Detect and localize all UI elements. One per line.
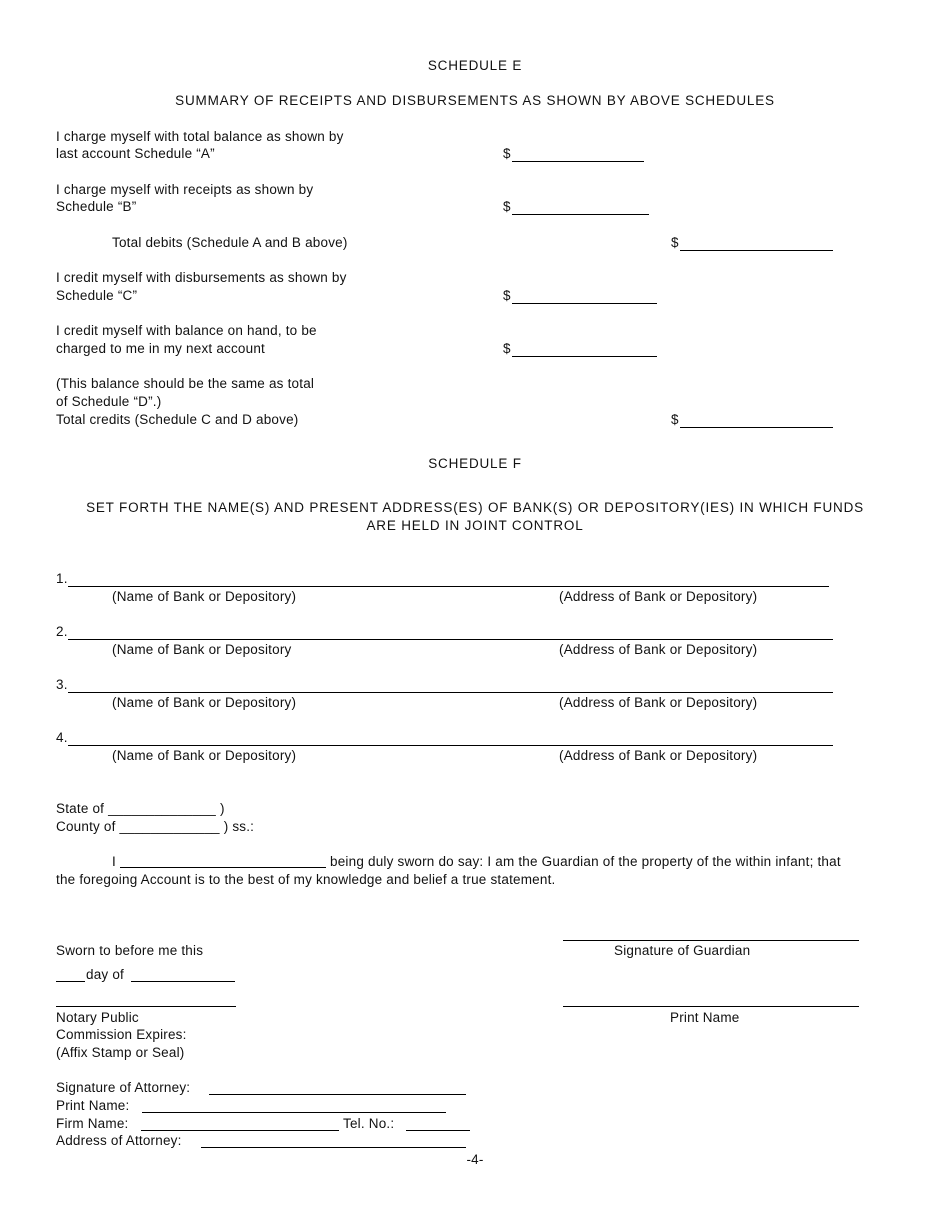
entry-number: 4.: [56, 730, 68, 745]
bank-name-label: (Name of Bank or Depository): [112, 695, 297, 710]
entry-number: 2.: [56, 624, 68, 639]
oath-text-line2: the foregoing Account is to the best of my knowledge and belief a true statement.: [56, 872, 556, 887]
schedule-f-heading-line2: ARE HELD IN JOINT CONTROL: [366, 518, 584, 533]
balance-last-account-field[interactable]: [512, 161, 644, 162]
attorney-print-name-field[interactable]: [142, 1112, 446, 1113]
guardian-signature-field[interactable]: [563, 940, 859, 941]
attorney-print-name-label: Print Name:: [56, 1098, 130, 1113]
row3-line2: Schedule “C”: [56, 288, 138, 303]
commission-expires-label: Commission Expires:: [56, 1027, 187, 1042]
bank-entry-2-field[interactable]: [68, 639, 833, 640]
row4-line2: charged to me in my next account: [56, 341, 266, 356]
notary-public-label: Notary Public: [56, 1010, 139, 1025]
currency-sign: $: [671, 412, 679, 427]
tel-label: Tel. No.:: [343, 1116, 395, 1131]
note-line2: of Schedule “D”.): [56, 394, 162, 409]
county-of-line[interactable]: County of _____________ ) ss.:: [56, 819, 255, 834]
oath-text: being duly sworn do say: I am the Guardian of the property of the within infant; that: [330, 854, 841, 869]
attorney-signature-label: Signature of Attorney:: [56, 1080, 191, 1095]
sworn-before-label: Sworn to before me this: [56, 943, 204, 958]
attorney-address-field[interactable]: [201, 1147, 466, 1148]
row2-line1: I charge myself with receipts as shown by: [56, 182, 314, 197]
attorney-address-label: Address of Attorney:: [56, 1133, 182, 1148]
print-name-label: Print Name: [670, 1010, 740, 1025]
bank-name-label: (Name of Bank or Depository): [112, 748, 297, 763]
attorney-signature-field[interactable]: [209, 1094, 466, 1095]
bank-address-label: (Address of Bank or Depository): [559, 748, 758, 763]
bank-name-label: (Name of Bank or Depository: [112, 642, 292, 657]
balance-on-hand-field[interactable]: [512, 356, 657, 357]
bank-entry-4-field[interactable]: [68, 745, 833, 746]
tel-field[interactable]: [406, 1130, 470, 1131]
schedule-e-subtitle: SUMMARY OF RECEIPTS AND DISBURSEMENTS AS SHOWN BY ABOVE SCHEDULES: [175, 93, 775, 108]
bank-entry-3-field[interactable]: [68, 692, 833, 693]
row3-line1: I credit myself with disbursements as shown by: [56, 270, 347, 285]
total-debits-label: Total debits (Schedule A and B above): [112, 235, 348, 250]
entry-number: 3.: [56, 677, 68, 692]
note-line1: (This balance should be the same as total: [56, 376, 315, 391]
receipts-field[interactable]: [512, 214, 649, 215]
currency-sign: $: [503, 146, 511, 161]
oath-i: I: [112, 854, 116, 869]
currency-sign: $: [503, 199, 511, 214]
row2-line2: Schedule “B”: [56, 199, 137, 214]
row1-line2: last account Schedule “A”: [56, 146, 215, 161]
bank-name-label: (Name of Bank or Depository): [112, 589, 297, 604]
entry-number: 1.: [56, 571, 68, 586]
bank-address-label: (Address of Bank or Depository): [559, 642, 758, 657]
disbursements-field[interactable]: [512, 303, 657, 304]
firm-name-field[interactable]: [141, 1130, 339, 1131]
month-year-field[interactable]: [131, 981, 235, 982]
row4-line1: I credit myself with balance on hand, to be: [56, 323, 317, 338]
bank-entry-1-field[interactable]: [68, 586, 829, 587]
schedule-e-title: SCHEDULE E: [427, 58, 523, 73]
notary-signature-field[interactable]: [56, 1006, 236, 1007]
total-credits-label: Total credits (Schedule C and D above): [56, 412, 299, 427]
row1-line1: I charge myself with total balance as shown by: [56, 129, 344, 144]
day-field[interactable]: [56, 981, 85, 982]
total-debits-field[interactable]: [680, 250, 833, 251]
page-number: -4-: [466, 1152, 484, 1167]
signature-guardian-label: Signature of Guardian: [614, 943, 751, 958]
bank-address-label: (Address of Bank or Depository): [559, 589, 758, 604]
guardian-name-field[interactable]: [120, 867, 326, 868]
schedule-f-heading-line1: SET FORTH THE NAME(S) AND PRESENT ADDRESS(ES) OF BANK(S) OR DEPOSITORY(IES) IN WHICH FUNDS: [86, 500, 864, 515]
currency-sign: $: [503, 341, 511, 356]
schedule-f-title: SCHEDULE F: [428, 456, 522, 471]
day-of-label: day of: [86, 967, 124, 982]
currency-sign: $: [503, 288, 511, 303]
affix-stamp-label: (Affix Stamp or Seal): [56, 1045, 185, 1060]
state-of-line[interactable]: State of ______________ ): [56, 801, 225, 816]
print-name-field[interactable]: [563, 1006, 859, 1007]
bank-address-label: (Address of Bank or Depository): [559, 695, 758, 710]
total-credits-field[interactable]: [680, 427, 833, 428]
currency-sign: $: [671, 235, 679, 250]
firm-name-label: Firm Name:: [56, 1116, 129, 1131]
